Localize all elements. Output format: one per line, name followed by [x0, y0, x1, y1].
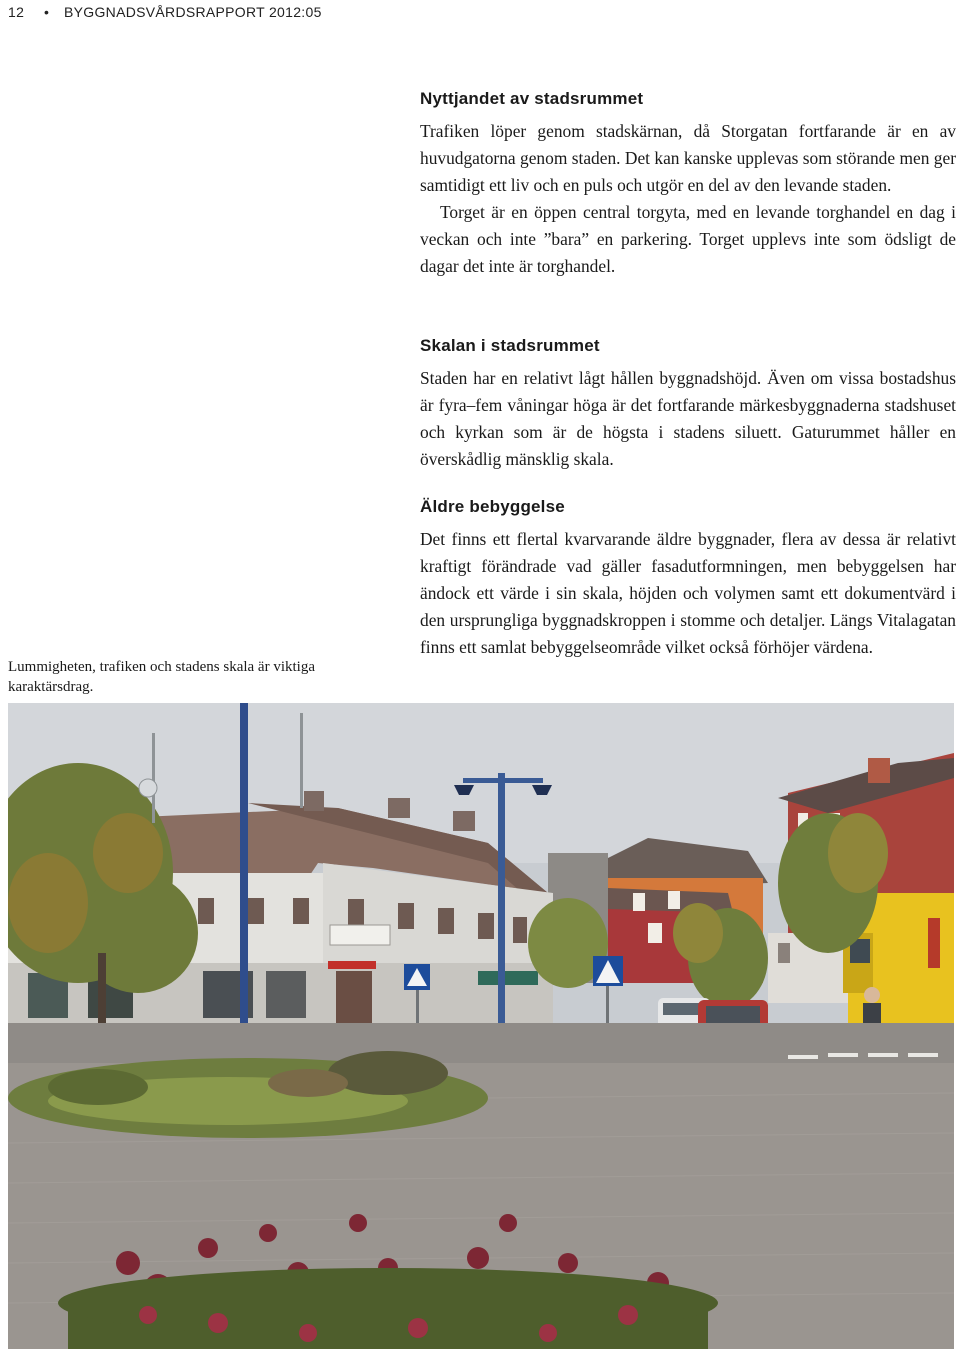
section-nyttjandet — [420, 88, 956, 280]
page-number: 12 — [8, 4, 25, 20]
street-photo-illustration — [8, 703, 954, 1349]
photo-caption: Lummigheten, trafiken och stadens skala är viktiga karaktärsdrag. — [8, 659, 315, 695]
body-paragraph: Staden har en relativt lågt hållen byggnadshöjd. Även om vissa bostadshus är fyra–fem våningar höga är det fortfarande märkesbyggnaderna stadshuset och kyrkan som är de högsta i stadens siluett. Gaturummet håller en överskådlig mänsklig skala. — [420, 368, 956, 469]
running-header — [0, 0, 960, 24]
body-paragraph: Trafiken löper genom stadskärnan, då Storgatan fortfarande är en av huvudgatorna genom staden. Det kan kanske upplevas som störande men ger samtidigt ett liv och en puls och utgör en del av den levande staden. — [420, 121, 956, 195]
section-heading: Nyttjandet av stadsrummet — [420, 89, 644, 108]
header-bullet: • — [44, 4, 50, 20]
body-paragraph: Torget är en öppen central torgyta, med en levande torghandel en dag i veckan och inte ”bara” en parkering. Torget upplevs inte som ödsligt de dagar det inte är torghandel. — [420, 202, 956, 276]
report-title: BYGGNADSVÅRDSRAPPORT 2012:05 — [64, 4, 322, 20]
street-photo — [8, 703, 954, 1349]
section-skalan — [420, 335, 956, 473]
section-heading: Skalan i stadsrummet — [420, 336, 600, 355]
body-paragraph: Det finns ett flertal kvarvarande äldre byggnader, flera av dessa är relativt kraftigt förändrade vad gäller fasadutformningen, men bebyggelsen har ändock ett värde i sin skala, höjden och volymen samt ett dokumentvärd i den ursprungliga byggnadskroppen i stomme och detaljer. Längs Vitalagatan finns ett samlat bebyggelseområde vilket också förhöjer värdena. — [420, 529, 956, 657]
section-heading: Äldre bebyggelse — [420, 497, 565, 516]
section-aldre-bebyggelse — [420, 496, 956, 661]
